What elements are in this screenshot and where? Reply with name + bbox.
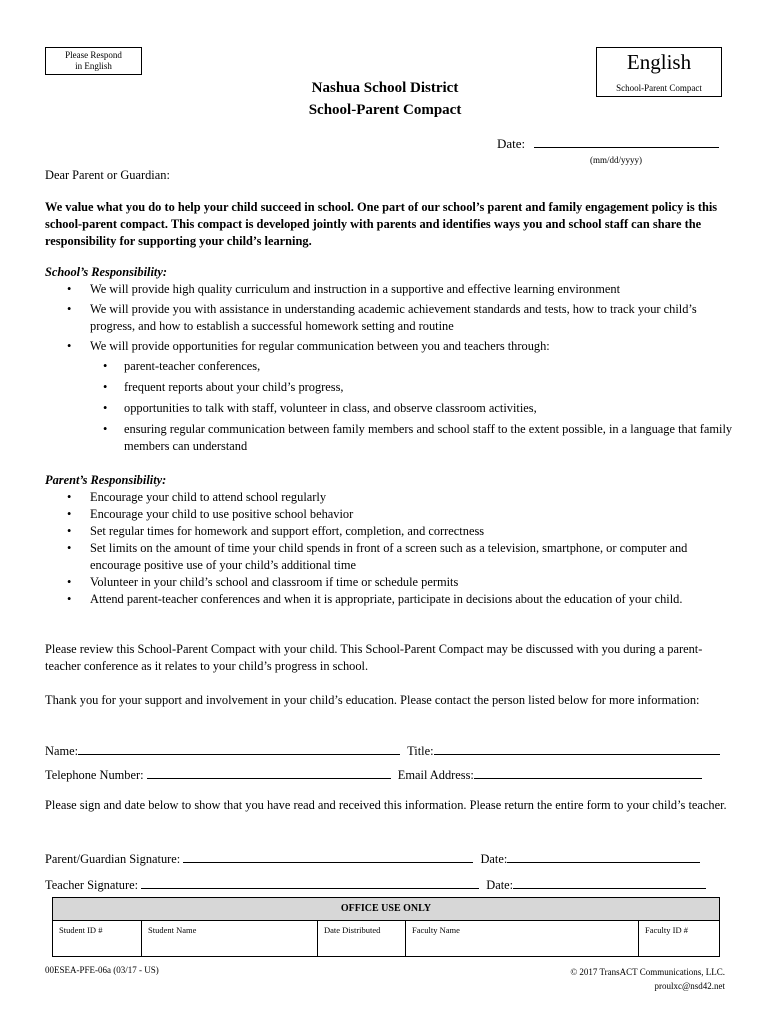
office-use-title: OFFICE USE ONLY — [53, 898, 719, 921]
list-item: • We will provide you with assistance in understanding academic achievement standards and tests, how to track your child’s progress, and how to establish a successful homework setting and routine — [45, 301, 735, 335]
thanks-paragraph: Thank you for your support and involvement in your child’s education. Please contact the person listed below for more information: — [45, 693, 700, 707]
sub-list-item: • opportunities to talk with staff, volunteer in class, and observe classroom activities, — [45, 400, 735, 417]
date-distributed-cell[interactable]: Date Distributed — [318, 921, 406, 956]
sign-instructions: Please sign and date below to show that you have read and received this information. Please return the entire form to your child’s teacher. — [45, 798, 727, 812]
contact-phone-row — [45, 766, 725, 784]
date-label: Date: — [497, 136, 526, 151]
list-item: • Encourage your child to use positive school behavior — [45, 506, 735, 523]
phone-label: Telephone Number: — [45, 768, 144, 782]
title-label: Title: — [407, 744, 434, 758]
name-field[interactable] — [78, 742, 400, 755]
faculty-id-cell[interactable]: Faculty ID # — [645, 925, 688, 935]
parent-responsibility-heading: Parent’s Responsibility: — [45, 473, 167, 487]
salutation: Dear Parent or Guardian: — [45, 168, 170, 182]
respond-in-english-box — [45, 47, 142, 75]
sub-list-item: • frequent reports about your child’s progress, — [45, 379, 735, 396]
footer-right — [480, 965, 725, 993]
parent-signature-row — [45, 850, 725, 868]
language-label: English — [626, 50, 692, 74]
respond-line-1: Please Respond — [65, 50, 122, 60]
parent-responsibility-section — [45, 472, 735, 608]
parent-signature-label: Parent/Guardian Signature: — [45, 852, 181, 866]
list-item: • We will provide high quality curriculum and instruction in a supportive and effective learning environment — [45, 281, 735, 298]
school-responsibility-heading: School’s Responsibility: — [45, 265, 167, 279]
list-item: • We will provide opportunities for regular communication between you and teachers through: — [45, 338, 735, 355]
sub-list-item: • parent-teacher conferences, — [45, 358, 735, 375]
teacher-signature-row — [45, 876, 725, 894]
respond-line-2: in English — [75, 61, 112, 71]
parent-date-label: Date: — [480, 852, 508, 866]
date-row — [497, 135, 719, 152]
copyright: © 2017 TransACT Communications, LLC. — [570, 967, 725, 977]
office-use-table — [52, 897, 720, 957]
parent-date-field[interactable] — [507, 850, 700, 863]
form-code: 00ESEA-PFE-06a (03/17 - US) — [45, 965, 159, 975]
email-field[interactable] — [474, 766, 702, 779]
contact-name-row — [45, 742, 725, 760]
list-item: • Set limits on the amount of time your child spends in front of a screen such as a television, smartphone, or computer and encourage positive use of your child’s additional time — [45, 540, 735, 574]
list-item: • Volunteer in your child’s school and classroom if time or schedule permits — [45, 574, 735, 591]
teacher-date-field[interactable] — [513, 876, 706, 889]
review-paragraph: Please review this School-Parent Compact with your child. This School-Parent Compact may be discussed with you during a parent-teacher conference as it relates to your child’s progress in school. — [45, 642, 703, 673]
district-name: Nashua School District — [311, 80, 459, 96]
school-responsibility-section — [45, 264, 735, 459]
teacher-signature-label: Teacher Signature: — [45, 878, 139, 892]
email-label: Email Address: — [397, 768, 474, 782]
student-id-cell[interactable]: Student ID # — [53, 921, 142, 956]
list-item: • Attend parent-teacher conferences and when it is appropriate, participate in decisions about the education of your child. — [45, 591, 735, 608]
teacher-date-label: Date: — [486, 878, 514, 892]
parent-signature-field[interactable] — [183, 850, 473, 863]
title-field[interactable] — [434, 742, 720, 755]
list-item: • Set regular times for homework and support effort, completion, and correctness — [45, 523, 735, 540]
contact-email: proulxc@nsd42.net — [654, 981, 725, 991]
list-item: • Encourage your child to attend school regularly — [45, 489, 735, 506]
intro-paragraph: We value what you do to help your child succeed in school. One part of our school’s parent and family engagement policy is this school-parent compact. This compact is developed jointly with parents and identifies ways you and school staff can share the responsibility for supporting your child’s learning. — [45, 200, 718, 248]
student-name-cell[interactable]: Student Name — [142, 921, 318, 956]
date-field[interactable] — [534, 135, 719, 148]
date-format-hint: (mm/dd/yyyy) — [590, 155, 642, 165]
phone-field[interactable] — [147, 766, 391, 779]
sub-list-item: • ensuring regular communication between family members and school staff to the extent possible, in a language that family members can understand — [45, 421, 735, 455]
page-title: School-Parent Compact — [308, 102, 462, 118]
language-subtitle: School-Parent Compact — [616, 83, 702, 93]
faculty-name-cell[interactable]: Faculty Name — [406, 921, 639, 956]
name-label: Name: — [45, 744, 79, 758]
teacher-signature-field[interactable] — [141, 876, 479, 889]
